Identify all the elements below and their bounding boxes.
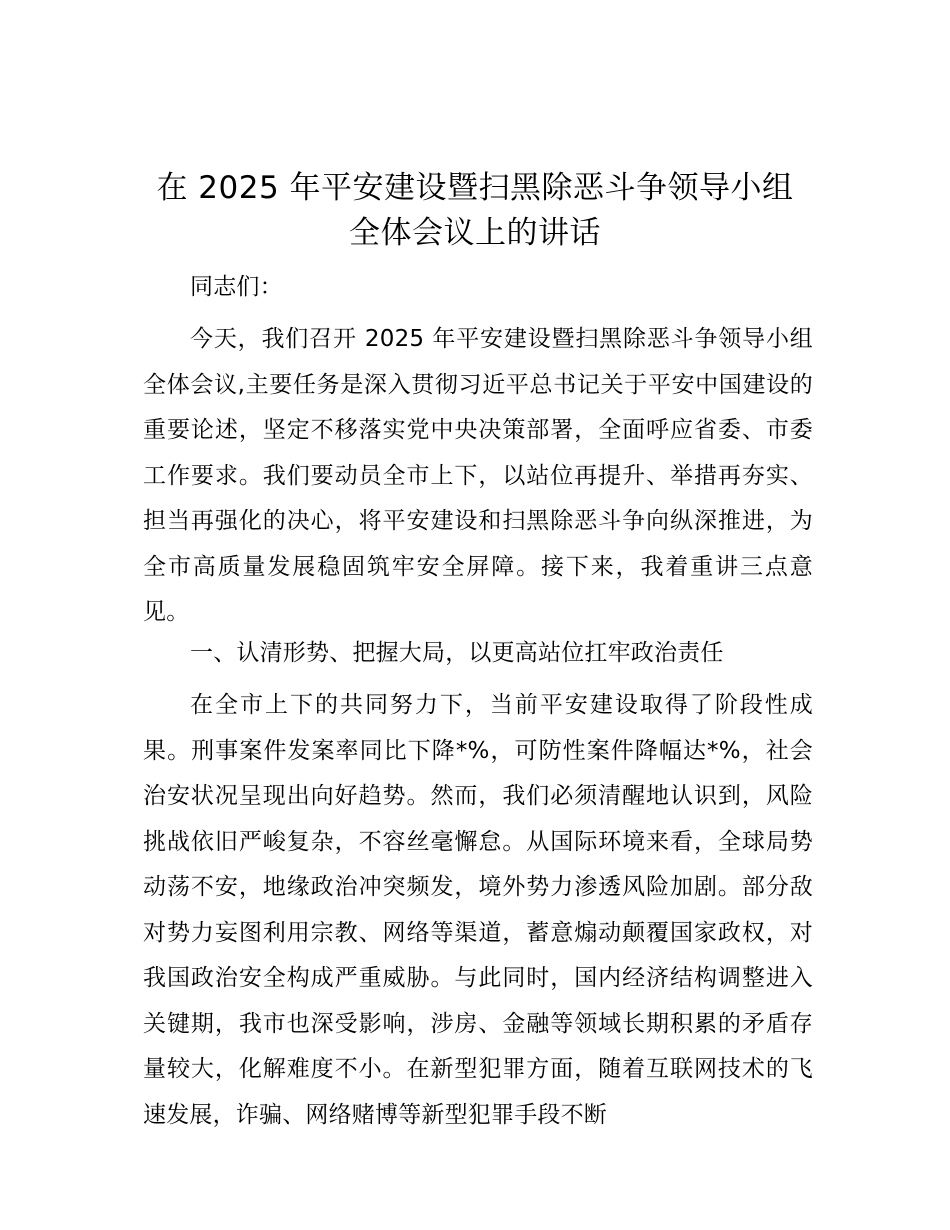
greeting: 同志们： xyxy=(190,274,283,300)
body-paragraph-1: 今天，我们召开 2025 年平安建设暨扫黑除恶斗争领导小组全体会议,主要任务是深入贯彻习近平总书记关于平安中国建设的重要论述，坚定不移落实党中央决策部署，全面呼应省委、市委工作要求。我们要动员全市上下，以站位再提升、举措再夯实、担当再强化的决心，将平安建设和扫黑除恶斗争向纵深推进，为全市高质量发展稳固筑牢安全屏障。接下来，我着重讲三点意见。 xyxy=(143,326,813,625)
document-title-line-1: 在 2025 年平安建设暨扫黑除恶斗争领导小组 xyxy=(156,170,794,206)
body-paragraph-2: 在全市上下的共同努力下，当前平安建设取得了阶段性成果。刑事案件发案率同比下降*%，可防性案件降幅达*%，社会治安状况呈现出向好趋势。然而，我们必须清醒地认识到，风险挑战依旧严峻复杂，不容丝毫懈怠。从国际环境来看，全球局势动荡不安，地缘政治冲突频发，境外势力渗透风险加剧。部分敌对势力妄图利用宗教、网络等渠道，蓄意煽动颠覆国家政权，对我国政治安全构成严重威胁。与此同时，国内经济结构调整进入关键期，我市也深受影响，涉房、金融等领域长期积累的矛盾存量较大，化解难度不小。在新型犯罪方面，随着互联网技术的飞速发展，诈骗、网络赌博等新型犯罪手段不断 xyxy=(143,692,813,1128)
section-heading-1: 一、认清形势、把握大局，以更高站位扛牢政治责任 xyxy=(190,640,724,666)
document-title-line-2: 全体会议上的讲话 xyxy=(349,215,601,251)
